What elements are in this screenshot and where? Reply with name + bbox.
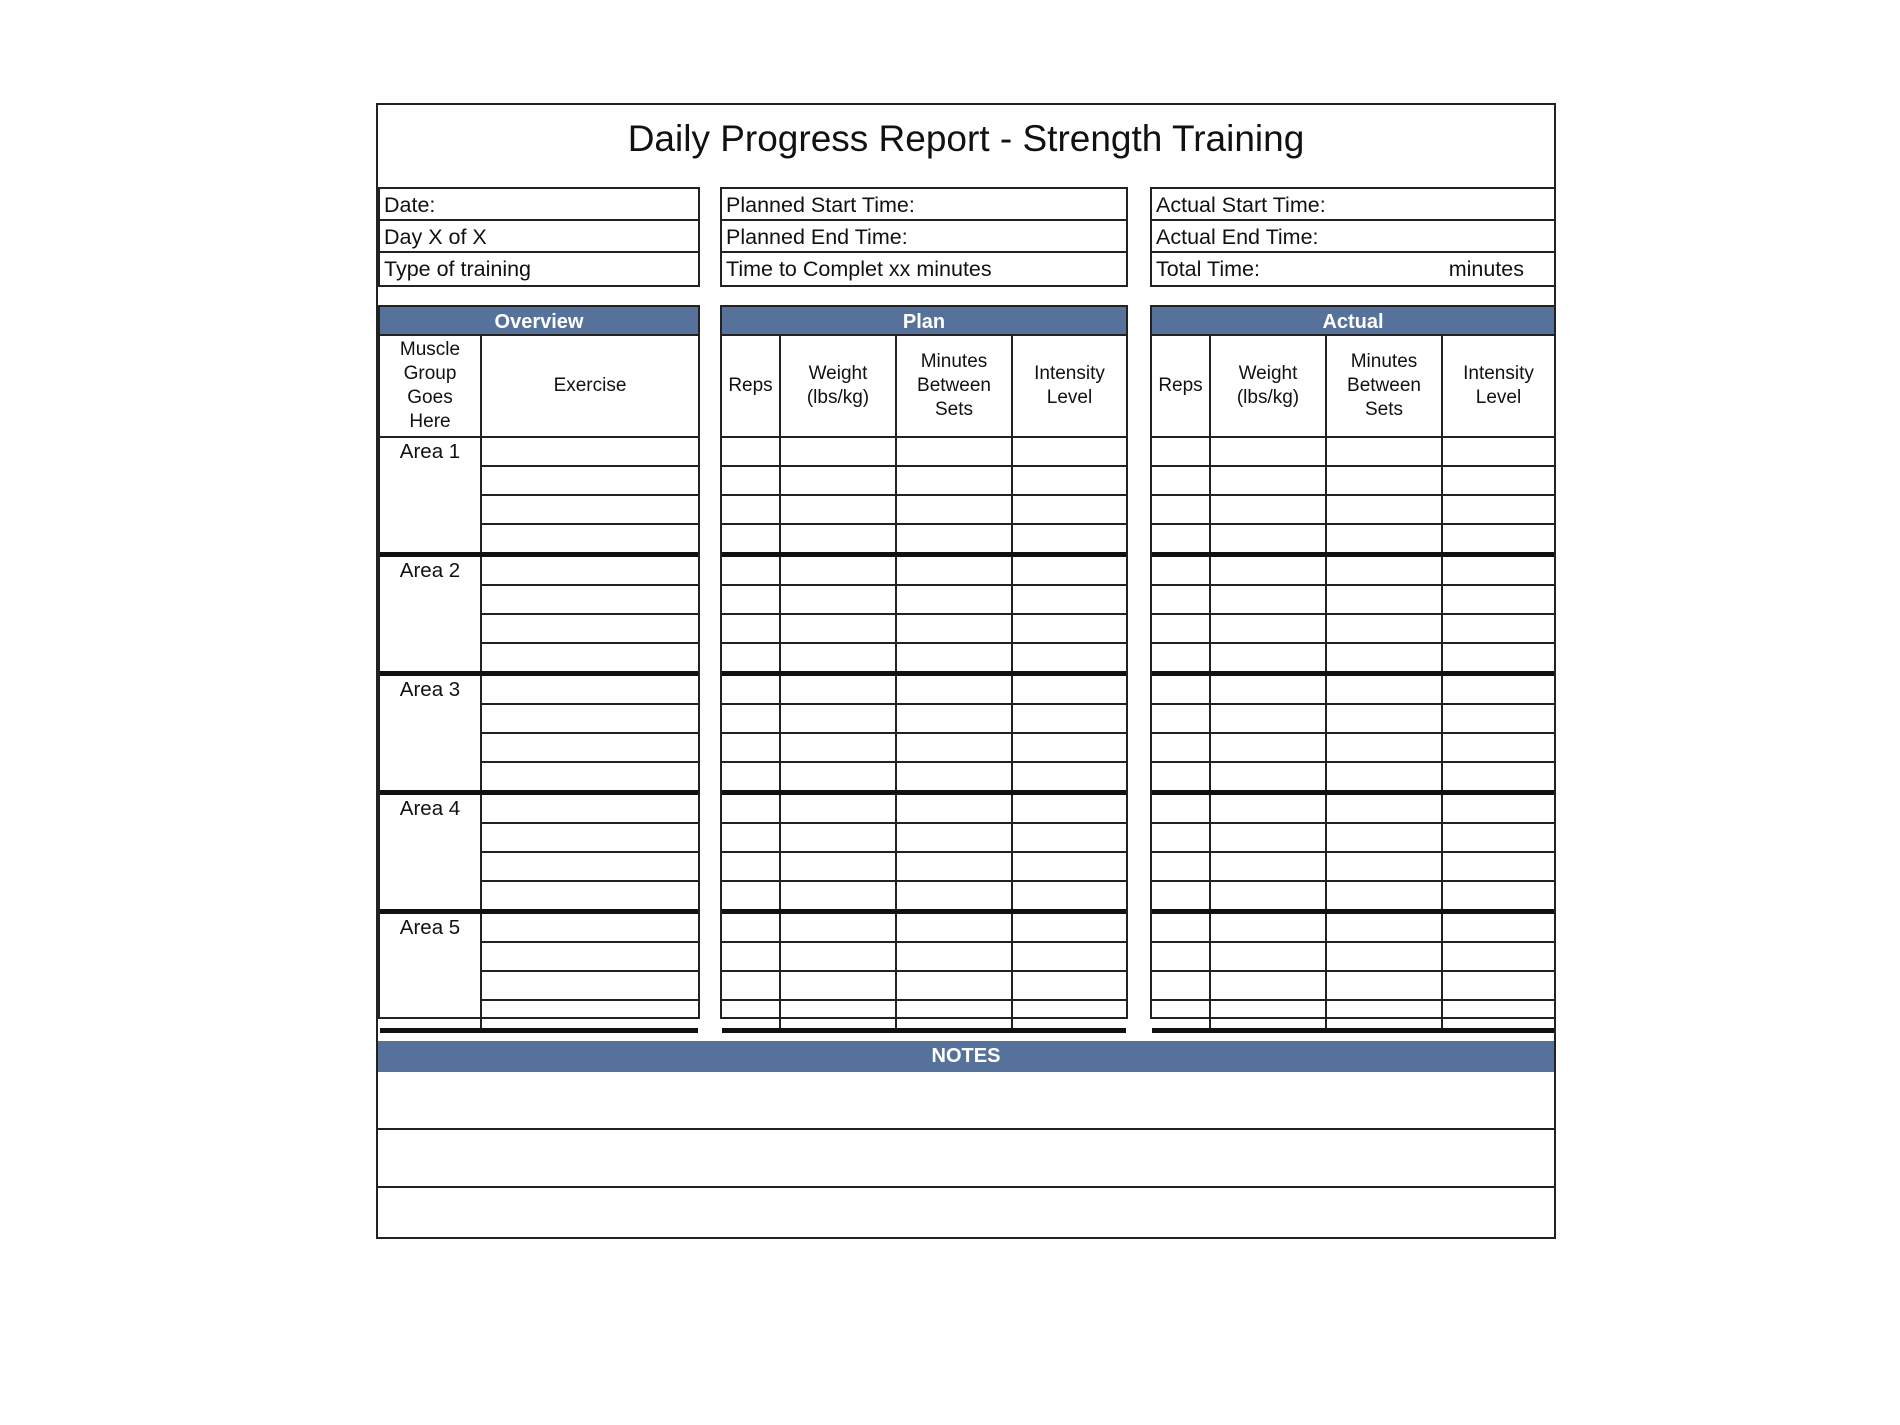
- actual-reps-cell[interactable]: [1152, 971, 1210, 1000]
- plan-minutes-cell[interactable]: [896, 881, 1012, 912]
- exercise-cell[interactable]: [481, 643, 698, 674]
- table-row: [1152, 555, 1554, 586]
- plan-weight-cell[interactable]: [780, 823, 896, 852]
- table-row: [722, 852, 1126, 881]
- exercise-cell[interactable]: [481, 912, 698, 943]
- plan-reps-cell[interactable]: [722, 585, 780, 614]
- table-row: [380, 437, 698, 466]
- actual-reps-cell[interactable]: [1152, 852, 1210, 881]
- actual-reps-cell[interactable]: [1152, 704, 1210, 733]
- plan-intensity-cell[interactable]: [1012, 733, 1126, 762]
- exercise-cell[interactable]: [481, 733, 698, 762]
- plan-minutes-cell[interactable]: [896, 585, 1012, 614]
- table-row: [380, 674, 698, 705]
- column-header-plan-reps: Reps: [722, 336, 780, 437]
- plan-weight-cell[interactable]: [780, 733, 896, 762]
- actual-minutes-cell[interactable]: [1326, 971, 1442, 1000]
- table-row: [722, 643, 1126, 674]
- actual-intensity-cell[interactable]: [1442, 762, 1554, 793]
- plan-intensity-cell[interactable]: [1012, 614, 1126, 643]
- area-label: Area 3: [380, 674, 481, 793]
- exercise-cell[interactable]: [481, 704, 698, 733]
- plan-minutes-cell[interactable]: [896, 762, 1012, 793]
- actual-reps-cell[interactable]: [1152, 674, 1210, 705]
- plan-reps-cell[interactable]: [722, 643, 780, 674]
- plan-minutes-cell[interactable]: [896, 614, 1012, 643]
- plan-minutes-cell[interactable]: [896, 466, 1012, 495]
- total-time-field[interactable]: [1152, 253, 1554, 285]
- plan-reps-cell[interactable]: [722, 674, 780, 705]
- actual-weight-cell[interactable]: [1210, 495, 1326, 524]
- plan-minutes-cell[interactable]: [896, 495, 1012, 524]
- plan-intensity-cell[interactable]: [1012, 793, 1126, 824]
- table-row: [1152, 674, 1554, 705]
- table-row: [1152, 762, 1554, 793]
- plan-intensity-cell[interactable]: [1012, 585, 1126, 614]
- actual-minutes-cell[interactable]: [1326, 942, 1442, 971]
- plan-minutes-cell[interactable]: [896, 643, 1012, 674]
- column-header-plan-intensity: Intensity Level: [1012, 336, 1126, 437]
- plan-intensity-cell[interactable]: [1012, 762, 1126, 793]
- actual-intensity-cell[interactable]: [1442, 614, 1554, 643]
- overview-section: [378, 305, 700, 1019]
- plan-minutes-cell[interactable]: [896, 704, 1012, 733]
- table-row: [1152, 823, 1554, 852]
- report-form: [376, 103, 1556, 1239]
- plan-intensity-cell[interactable]: [1012, 1000, 1126, 1031]
- plan-reps-cell[interactable]: [722, 912, 780, 943]
- plan-minutes-cell[interactable]: [896, 971, 1012, 1000]
- notes-line[interactable]: [378, 1188, 1554, 1246]
- actual-minutes-cell[interactable]: [1326, 762, 1442, 793]
- actual-weight-cell[interactable]: [1210, 524, 1326, 555]
- actual-weight-cell[interactable]: [1210, 674, 1326, 705]
- table-row: [1152, 942, 1554, 971]
- table-row: [1152, 704, 1554, 733]
- actual-minutes-cell[interactable]: [1326, 852, 1442, 881]
- column-header-actual-minutes: Minutes Between Sets: [1326, 336, 1442, 437]
- table-row: [722, 912, 1126, 943]
- column-header-exercise: Exercise: [481, 336, 698, 437]
- actual-weight-cell[interactable]: [1210, 643, 1326, 674]
- actual-weight-cell[interactable]: [1210, 942, 1326, 971]
- actual-weight-cell[interactable]: [1210, 971, 1326, 1000]
- actual-minutes-cell[interactable]: [1326, 614, 1442, 643]
- table-row: [722, 466, 1126, 495]
- info-box-planned: [720, 187, 1128, 287]
- actual-section: [1150, 305, 1556, 1019]
- table-row: [722, 942, 1126, 971]
- plan-minutes-cell[interactable]: [896, 524, 1012, 555]
- plan-minutes-cell[interactable]: [896, 912, 1012, 943]
- plan-weight-cell[interactable]: [780, 1000, 896, 1031]
- info-box-actual: [1150, 187, 1556, 287]
- table-row: [722, 704, 1126, 733]
- exercise-cell[interactable]: [481, 555, 698, 586]
- table-row: [1152, 733, 1554, 762]
- plan-weight-cell[interactable]: [780, 942, 896, 971]
- table-row: [380, 912, 698, 943]
- table-row: [1152, 912, 1554, 943]
- actual-weight-cell[interactable]: [1210, 437, 1326, 466]
- actual-intensity-cell[interactable]: [1442, 942, 1554, 971]
- plan-section: [720, 305, 1128, 1019]
- plan-weight-cell[interactable]: [780, 793, 896, 824]
- column-header-plan-minutes: Minutes Between Sets: [896, 336, 1012, 437]
- plan-weight-cell[interactable]: [780, 674, 896, 705]
- plan-minutes-cell[interactable]: [896, 1000, 1012, 1031]
- area-label: Area 4: [380, 793, 481, 912]
- plan-weight-cell[interactable]: [780, 555, 896, 586]
- plan-intensity-cell[interactable]: [1012, 437, 1126, 466]
- table-row: [722, 524, 1126, 555]
- actual-minutes-cell[interactable]: [1326, 524, 1442, 555]
- actual-intensity-cell[interactable]: [1442, 674, 1554, 705]
- table-row: [1152, 852, 1554, 881]
- table-row: [1152, 971, 1554, 1000]
- actual-minutes-cell[interactable]: [1326, 793, 1442, 824]
- actual-start-field[interactable]: Actual Start Time:: [1152, 189, 1554, 221]
- area-label: Area 2: [380, 555, 481, 674]
- exercise-cell[interactable]: [481, 495, 698, 524]
- plan-intensity-cell[interactable]: [1012, 852, 1126, 881]
- plan-reps-cell[interactable]: [722, 466, 780, 495]
- plan-minutes-cell[interactable]: [896, 942, 1012, 971]
- actual-reps-cell[interactable]: [1152, 823, 1210, 852]
- plan-intensity-cell[interactable]: [1012, 555, 1126, 586]
- actual-intensity-cell[interactable]: [1442, 733, 1554, 762]
- actual-reps-cell[interactable]: [1152, 881, 1210, 912]
- exercise-cell[interactable]: [481, 823, 698, 852]
- actual-weight-cell[interactable]: [1210, 733, 1326, 762]
- plan-intensity-cell[interactable]: [1012, 912, 1126, 943]
- actual-intensity-cell[interactable]: [1442, 852, 1554, 881]
- plan-reps-cell[interactable]: [722, 704, 780, 733]
- table-row: [722, 585, 1126, 614]
- actual-minutes-cell[interactable]: [1326, 555, 1442, 586]
- actual-weight-cell[interactable]: [1210, 1000, 1326, 1031]
- info-box-left: [378, 187, 700, 287]
- actual-intensity-cell[interactable]: [1442, 881, 1554, 912]
- actual-intensity-cell[interactable]: [1442, 793, 1554, 824]
- plan-minutes-cell[interactable]: [896, 733, 1012, 762]
- actual-intensity-cell[interactable]: [1442, 912, 1554, 943]
- actual-reps-cell[interactable]: [1152, 585, 1210, 614]
- plan-intensity-cell[interactable]: [1012, 971, 1126, 1000]
- column-header-actual-reps: Reps: [1152, 336, 1210, 437]
- actual-reps-cell[interactable]: [1152, 1000, 1210, 1031]
- actual-weight-cell[interactable]: [1210, 585, 1326, 614]
- plan-header: Plan: [722, 305, 1126, 336]
- actual-intensity-cell[interactable]: [1442, 704, 1554, 733]
- plan-reps-cell[interactable]: [722, 495, 780, 524]
- actual-weight-cell[interactable]: [1210, 555, 1326, 586]
- actual-weight-cell[interactable]: [1210, 762, 1326, 793]
- column-header-plan-weight: Weight (lbs/kg): [780, 336, 896, 437]
- actual-reps-cell[interactable]: [1152, 762, 1210, 793]
- table-row: [1152, 524, 1554, 555]
- time-to-complete-field[interactable]: Time to Complet xx minutes: [726, 257, 992, 281]
- table-row: [722, 614, 1126, 643]
- actual-minutes-cell[interactable]: [1326, 674, 1442, 705]
- plan-weight-cell[interactable]: [780, 852, 896, 881]
- actual-intensity-cell[interactable]: [1442, 643, 1554, 674]
- planned-start-field[interactable]: Planned Start Time:: [722, 189, 1126, 221]
- notes-line[interactable]: [378, 1130, 1554, 1188]
- exercise-cell[interactable]: [481, 942, 698, 971]
- actual-reps-cell[interactable]: [1152, 643, 1210, 674]
- actual-intensity-cell[interactable]: [1442, 495, 1554, 524]
- notes-section: [378, 1041, 1554, 1246]
- actual-intensity-cell[interactable]: [1442, 466, 1554, 495]
- plan-weight-cell[interactable]: [780, 614, 896, 643]
- actual-table: [1152, 336, 1554, 1033]
- plan-minutes-cell[interactable]: [896, 437, 1012, 466]
- actual-intensity-cell[interactable]: [1442, 971, 1554, 1000]
- plan-weight-cell[interactable]: [780, 524, 896, 555]
- page-title: Daily Progress Report - Strength Training: [627, 118, 1305, 159]
- plan-minutes-cell[interactable]: [896, 793, 1012, 824]
- date-field[interactable]: Date:: [380, 189, 698, 221]
- planned-end-field[interactable]: Planned End Time:: [722, 221, 1126, 253]
- actual-weight-cell[interactable]: [1210, 881, 1326, 912]
- actual-minutes-cell[interactable]: [1326, 704, 1442, 733]
- table-row: [380, 793, 698, 824]
- actual-minutes-cell[interactable]: [1326, 1000, 1442, 1031]
- actual-intensity-cell[interactable]: [1442, 437, 1554, 466]
- plan-reps-cell[interactable]: [722, 437, 780, 466]
- table-row: [1152, 495, 1554, 524]
- plan-reps-cell[interactable]: [722, 524, 780, 555]
- plan-table: [722, 336, 1126, 1033]
- actual-reps-cell[interactable]: [1152, 437, 1210, 466]
- exercise-cell[interactable]: [481, 674, 698, 705]
- overview-table: [380, 336, 698, 1033]
- actual-minutes-cell[interactable]: [1326, 643, 1442, 674]
- actual-reps-cell[interactable]: [1152, 614, 1210, 643]
- training-type-field[interactable]: Type of training: [384, 257, 532, 281]
- area-label: Area 1: [380, 437, 481, 555]
- table-row: [722, 555, 1126, 586]
- actual-end-field[interactable]: Actual End Time:: [1152, 221, 1554, 253]
- actual-reps-cell[interactable]: [1152, 466, 1210, 495]
- plan-intensity-cell[interactable]: [1012, 674, 1126, 705]
- plan-weight-cell[interactable]: [780, 466, 896, 495]
- table-row: [1152, 1000, 1554, 1031]
- actual-minutes-cell[interactable]: [1326, 823, 1442, 852]
- table-row: [722, 437, 1126, 466]
- actual-weight-cell[interactable]: [1210, 614, 1326, 643]
- plan-minutes-cell[interactable]: [896, 674, 1012, 705]
- actual-intensity-cell[interactable]: [1442, 823, 1554, 852]
- actual-intensity-cell[interactable]: [1442, 555, 1554, 586]
- plan-reps-cell[interactable]: [722, 971, 780, 1000]
- plan-intensity-cell[interactable]: [1012, 881, 1126, 912]
- actual-reps-cell[interactable]: [1152, 942, 1210, 971]
- exercise-cell[interactable]: [481, 614, 698, 643]
- plan-reps-cell[interactable]: [722, 762, 780, 793]
- actual-minutes-cell[interactable]: [1326, 495, 1442, 524]
- plan-reps-cell[interactable]: [722, 1000, 780, 1031]
- table-row: [1152, 793, 1554, 824]
- actual-reps-cell[interactable]: [1152, 495, 1210, 524]
- plan-reps-cell[interactable]: [722, 881, 780, 912]
- column-header-actual-weight: Weight (lbs/kg): [1210, 336, 1326, 437]
- plan-weight-cell[interactable]: [780, 971, 896, 1000]
- plan-reps-cell[interactable]: [722, 555, 780, 586]
- exercise-cell[interactable]: [481, 466, 698, 495]
- plan-weight-cell[interactable]: [780, 912, 896, 943]
- plan-weight-cell[interactable]: [780, 762, 896, 793]
- plan-weight-cell[interactable]: [780, 437, 896, 466]
- actual-intensity-cell[interactable]: [1442, 1000, 1554, 1031]
- exercise-cell[interactable]: [481, 852, 698, 881]
- table-row: [722, 823, 1126, 852]
- notes-line[interactable]: [378, 1072, 1554, 1130]
- overview-header: Overview: [380, 305, 698, 336]
- plan-weight-cell[interactable]: [780, 495, 896, 524]
- exercise-cell[interactable]: [481, 437, 698, 466]
- actual-weight-cell[interactable]: [1210, 793, 1326, 824]
- exercise-cell[interactable]: [481, 762, 698, 793]
- table-row: [1152, 466, 1554, 495]
- plan-weight-cell[interactable]: [780, 881, 896, 912]
- plan-reps-cell[interactable]: [722, 852, 780, 881]
- actual-reps-cell[interactable]: [1152, 912, 1210, 943]
- actual-minutes-cell[interactable]: [1326, 733, 1442, 762]
- table-row: [722, 971, 1126, 1000]
- exercise-cell[interactable]: [481, 1000, 698, 1031]
- plan-minutes-cell[interactable]: [896, 852, 1012, 881]
- plan-intensity-cell[interactable]: [1012, 495, 1126, 524]
- actual-reps-cell[interactable]: [1152, 555, 1210, 586]
- actual-weight-cell[interactable]: [1210, 704, 1326, 733]
- table-row: [722, 881, 1126, 912]
- column-header-muscle-group: Muscle Group Goes Here: [380, 336, 481, 437]
- actual-reps-cell[interactable]: [1152, 793, 1210, 824]
- actual-weight-cell[interactable]: [1210, 823, 1326, 852]
- plan-intensity-cell[interactable]: [1012, 466, 1126, 495]
- plan-reps-cell[interactable]: [722, 733, 780, 762]
- plan-weight-cell[interactable]: [780, 704, 896, 733]
- area-label: Area 5: [380, 912, 481, 1031]
- exercise-cell[interactable]: [481, 881, 698, 912]
- exercise-cell[interactable]: [481, 971, 698, 1000]
- table-row: [1152, 614, 1554, 643]
- plan-intensity-cell[interactable]: [1012, 942, 1126, 971]
- table-row: [1152, 437, 1554, 466]
- exercise-cell[interactable]: [481, 793, 698, 824]
- table-row: [380, 555, 698, 586]
- table-row: [722, 793, 1126, 824]
- actual-minutes-cell[interactable]: [1326, 912, 1442, 943]
- table-row: [722, 733, 1126, 762]
- actual-minutes-cell[interactable]: [1326, 881, 1442, 912]
- plan-intensity-cell[interactable]: [1012, 524, 1126, 555]
- column-header-actual-intensity: Intensity Level: [1442, 336, 1554, 437]
- exercise-cell[interactable]: [481, 524, 698, 555]
- actual-weight-cell[interactable]: [1210, 852, 1326, 881]
- actual-weight-cell[interactable]: [1210, 912, 1326, 943]
- actual-reps-cell[interactable]: [1152, 524, 1210, 555]
- total-time-unit: minutes: [1448, 257, 1524, 281]
- table-row: [722, 762, 1126, 793]
- exercise-cell[interactable]: [481, 585, 698, 614]
- table-row: [1152, 643, 1554, 674]
- plan-minutes-cell[interactable]: [896, 555, 1012, 586]
- plan-intensity-cell[interactable]: [1012, 704, 1126, 733]
- notes-header: NOTES: [378, 1041, 1554, 1072]
- actual-minutes-cell[interactable]: [1326, 437, 1442, 466]
- plan-reps-cell[interactable]: [722, 942, 780, 971]
- table-row: [722, 674, 1126, 705]
- plan-reps-cell[interactable]: [722, 793, 780, 824]
- plan-intensity-cell[interactable]: [1012, 823, 1126, 852]
- plan-minutes-cell[interactable]: [896, 823, 1012, 852]
- actual-intensity-cell[interactable]: [1442, 585, 1554, 614]
- day-field[interactable]: Day X of X: [380, 221, 698, 253]
- actual-intensity-cell[interactable]: [1442, 524, 1554, 555]
- plan-reps-cell[interactable]: [722, 823, 780, 852]
- table-row: [722, 495, 1126, 524]
- actual-reps-cell[interactable]: [1152, 733, 1210, 762]
- plan-reps-cell[interactable]: [722, 614, 780, 643]
- plan-weight-cell[interactable]: [780, 585, 896, 614]
- table-row: [1152, 585, 1554, 614]
- actual-minutes-cell[interactable]: [1326, 466, 1442, 495]
- actual-minutes-cell[interactable]: [1326, 585, 1442, 614]
- actual-header: Actual: [1152, 305, 1554, 336]
- plan-weight-cell[interactable]: [780, 643, 896, 674]
- table-row: [1152, 881, 1554, 912]
- table-row: [722, 1000, 1126, 1031]
- total-time-label: Total Time:: [1156, 257, 1260, 281]
- plan-intensity-cell[interactable]: [1012, 643, 1126, 674]
- actual-weight-cell[interactable]: [1210, 466, 1326, 495]
